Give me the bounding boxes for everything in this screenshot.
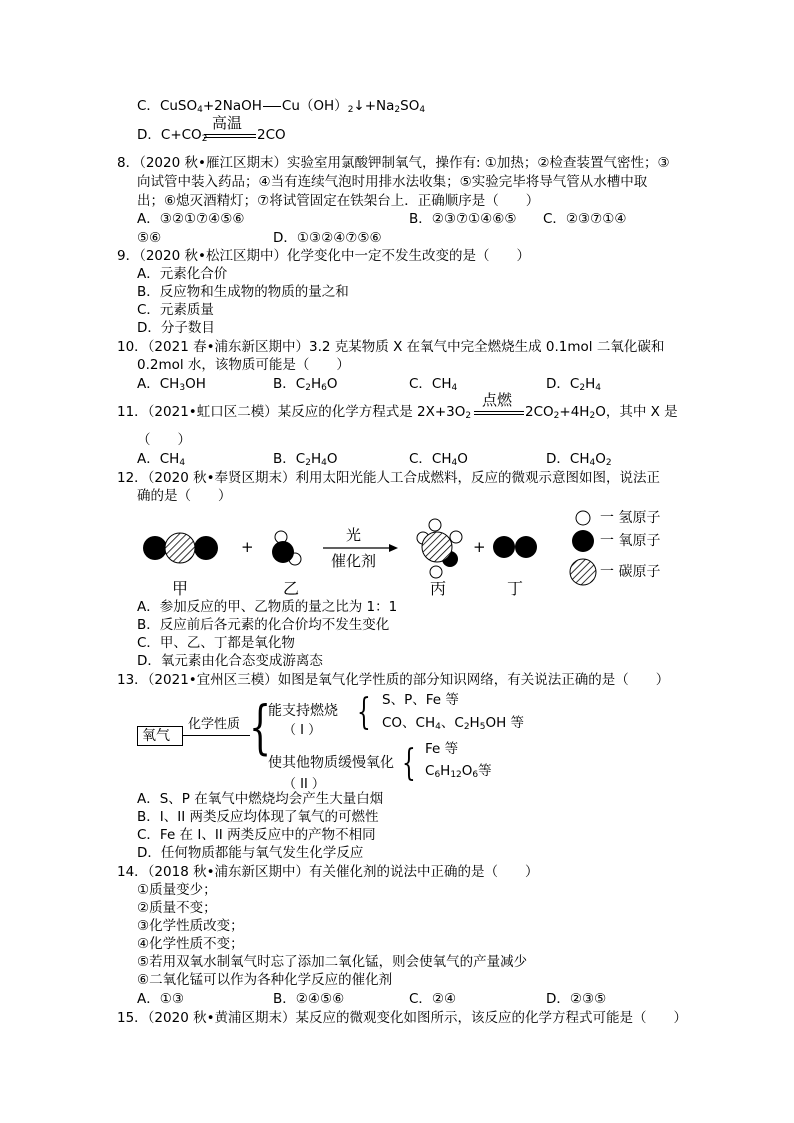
legend-oxygen-label: 一 氧原子 bbox=[600, 533, 661, 549]
q14-option-d: D．②③⑤ bbox=[546, 991, 607, 1007]
q11-option-b: B．$C_2H_4O$ bbox=[273, 451, 338, 468]
q9-option-b: B．反应物和生成物的物质的量之和 bbox=[137, 284, 349, 300]
q13-option-c: C．Fe 在 I、II 两类反应中的产物不相同 bbox=[137, 827, 376, 843]
q7-condition: 高温 bbox=[212, 114, 243, 132]
q12-stem-line2: 确的是（ ） bbox=[137, 488, 232, 504]
oxygen-atom bbox=[493, 536, 515, 558]
oxygen-atom bbox=[272, 541, 294, 563]
q10-option-a: A．$CH_3OH$ bbox=[137, 376, 206, 393]
oxygen-box-label: 氧气 bbox=[142, 728, 170, 744]
carbon-atom bbox=[165, 533, 195, 563]
q11-option-d: D．$CH_4O_2$ bbox=[546, 451, 612, 468]
branch1-label: 能支持燃烧 bbox=[268, 703, 338, 719]
q14-stem: 14．（2018 秋•浦东新区期中）有关催化剂的说法中正确的是（ ） bbox=[117, 864, 539, 880]
q12-stem-line1: 12．（2020 秋•奉贤区期末）利用太阳光能人工合成燃料，反应的微观示意图如图，说法正 bbox=[117, 470, 661, 486]
branch1-sub-a: S、P、Fe 等 bbox=[382, 692, 459, 708]
label-yi: 乙 bbox=[283, 579, 300, 598]
legend-carbon-label: 一 碳原子 bbox=[600, 564, 661, 580]
equals-line bbox=[263, 106, 281, 107]
legend-carbon-icon bbox=[570, 559, 596, 585]
q12-option-c: C．甲、乙、丁都是氧化物 bbox=[137, 635, 295, 651]
q12-option-d: D．氧元素由化合态变成游离态 bbox=[137, 653, 323, 669]
q8-option-d: D．①③②④⑦⑤⑥ bbox=[273, 230, 382, 246]
q11-option-a: A．$CH_4$ bbox=[137, 451, 186, 468]
branch1-sub-b: CO、$CH_4$、$C_2H_5OH$ 等 bbox=[382, 715, 525, 732]
q10-option-c: C．$CH_4$ bbox=[409, 376, 458, 393]
molecule-jia bbox=[143, 533, 218, 563]
q12-option-b: B．反应前后各元素的化合价均不发生变化 bbox=[137, 617, 390, 633]
legend bbox=[570, 511, 596, 585]
q10-option-b: B．$C_2H_6O$ bbox=[273, 376, 338, 393]
q11-condition: 点燃 bbox=[482, 391, 513, 409]
q8-option-c-cont: ⑤⑥ bbox=[137, 230, 162, 246]
q9-option-d: D．分子数目 bbox=[137, 320, 215, 336]
q7-equals-line-1 bbox=[204, 134, 256, 135]
q13-option-a: A．S、P 在氧气中燃烧均会产生大量白烟 bbox=[137, 791, 384, 807]
branch2-label: 使其他物质缓慢氧化 bbox=[268, 755, 394, 771]
branch2-number: （ II ） bbox=[283, 777, 325, 792]
carbon-atom bbox=[422, 532, 452, 562]
q8-option-b: B．②③⑦①④⑥⑤ bbox=[409, 211, 517, 227]
chemical-property-label: 化学性质 bbox=[188, 717, 241, 732]
q14-statement-5: ⑤若用双氧水制氧气时忘了添加二氧化锰，则会使氧气的产量减少 bbox=[137, 954, 528, 970]
branch1-brace-icon: { bbox=[357, 692, 371, 733]
q7-equals-line-2 bbox=[204, 137, 256, 138]
q9-option-c: C．元素质量 bbox=[137, 302, 214, 318]
q11-option-c: C．$CH_4O$ bbox=[409, 451, 468, 468]
hydrogen-atom bbox=[450, 531, 462, 543]
branch2-sub-b: $C_6H_{12}O_6$等 bbox=[425, 763, 492, 780]
legend-oxygen-icon bbox=[572, 530, 594, 552]
q13-stem: 13．（2021•宜州区三模）如图是氧气化学性质的部分知识网络，有关说法正确的是（ ） bbox=[117, 672, 670, 688]
q7-option-c: C．CuSO$_4$+2NaOH $Cu(OH)_2↓+Na_2SO_4$ bbox=[137, 98, 426, 115]
q12-option-a: A．参加反应的甲、乙物质的量之比为 1：1 bbox=[137, 599, 398, 615]
q9-stem: 9．（2020 秋•松江区期中）化学变化中一定不发生改变的是（ ） bbox=[117, 248, 530, 264]
q14-statement-2: ②质量不变； bbox=[137, 900, 217, 916]
q14-option-a: A．①③ bbox=[137, 991, 184, 1007]
label-bing: 丙 bbox=[430, 579, 447, 598]
q14-statement-3: ③化学性质改变； bbox=[137, 918, 244, 934]
label-ding: 丁 bbox=[507, 579, 524, 598]
molecule-bing bbox=[417, 519, 462, 578]
oxygen-atom bbox=[515, 536, 537, 558]
arrow-head-icon bbox=[389, 544, 398, 552]
q11-equals-line-1 bbox=[474, 411, 524, 412]
molecule-yi bbox=[272, 531, 301, 565]
legend-hydrogen-icon bbox=[576, 511, 590, 525]
hydrogen-atom bbox=[429, 519, 441, 531]
q11-stem-products: $2CO_2+4H_2O$，其中 X 是 bbox=[525, 404, 678, 421]
plus-sign-1: + bbox=[241, 538, 254, 556]
molecule-ding bbox=[493, 536, 537, 558]
diagram-connector bbox=[182, 735, 250, 736]
q10-stem-line2: 0.2mol 水，该物质可能是（ ） bbox=[137, 357, 350, 373]
q7-d-product: 2CO bbox=[257, 127, 286, 143]
label-jia: 甲 bbox=[172, 579, 189, 598]
q11-equals-line-2 bbox=[474, 414, 524, 415]
q13-option-b: B．I、II 两类反应均体现了氧气的可燃性 bbox=[137, 809, 379, 825]
branch1-number: （ I ） bbox=[283, 723, 322, 738]
q14-statement-6: ⑥二氧化锰可以作为各种化学反应的催化剂 bbox=[137, 972, 393, 988]
main-brace-icon: { bbox=[249, 693, 272, 761]
q7-option-d: D．$C+CO_2$ bbox=[137, 127, 208, 144]
q15-stem: 15．（2020 秋•黄浦区期末）某反应的微观变化如图所示，该反应的化学方程式可能是（ ） bbox=[117, 1010, 688, 1026]
q8-stem-line2: 向试管中装入药品；④当有连续气泡时用排水法收集；⑤实验完毕将导气管从水槽中取 bbox=[137, 174, 648, 190]
q9-option-a: A．元素化合价 bbox=[137, 266, 228, 282]
q14-statement-1: ①质量变少； bbox=[137, 882, 217, 898]
arrow-condition-bottom: 催化剂 bbox=[331, 552, 377, 570]
oxygen-atom bbox=[143, 536, 167, 560]
q10-stem-line1: 10．（2021 春•浦东新区期中）3.2 克某物质 X 在氧气中完全燃烧生成 0.1mol 二氧化碳和 bbox=[117, 339, 665, 355]
q11-stem: 11．（2021•虹口区二模）某反应的化学方程式是 $2X+3O_2$ bbox=[117, 404, 472, 421]
q8-option-a: A．③②①⑦④⑤⑥ bbox=[137, 211, 245, 227]
q14-option-b: B．②④⑤⑥ bbox=[273, 991, 345, 1007]
q14-option-c: C．②④ bbox=[409, 991, 457, 1007]
legend-hydrogen-label: 一 氢原子 bbox=[600, 510, 661, 526]
q14-statement-4: ④化学性质不变； bbox=[137, 936, 244, 952]
arrow-condition-top: 光 bbox=[346, 526, 362, 544]
hydrogen-atom bbox=[430, 566, 442, 578]
q8-stem-line3: 出；⑥熄灭酒精灯；⑦将试管固定在铁架台上．正确顺序是（ ） bbox=[137, 193, 540, 209]
oxygen-atom bbox=[194, 536, 218, 560]
q8-stem-line1: 8．（2020 秋•雁江区期末）实验室用氯酸钾制氧气，操作有: ①加热；②检查装置气密性；③ bbox=[117, 155, 670, 171]
q13-option-d: D．任何物质都能与氧气发生化学反应 bbox=[137, 845, 364, 861]
branch2-sub-a: Fe 等 bbox=[425, 741, 459, 757]
q8-option-c: C．②③⑦①④ bbox=[543, 211, 627, 227]
plus-sign-2: + bbox=[473, 538, 486, 556]
branch2-brace-icon: { bbox=[402, 743, 416, 784]
q11-paren: （ ） bbox=[137, 432, 191, 448]
oxygen-box bbox=[137, 726, 183, 746]
q10-option-d: D．$C_2H_4$ bbox=[546, 376, 601, 393]
